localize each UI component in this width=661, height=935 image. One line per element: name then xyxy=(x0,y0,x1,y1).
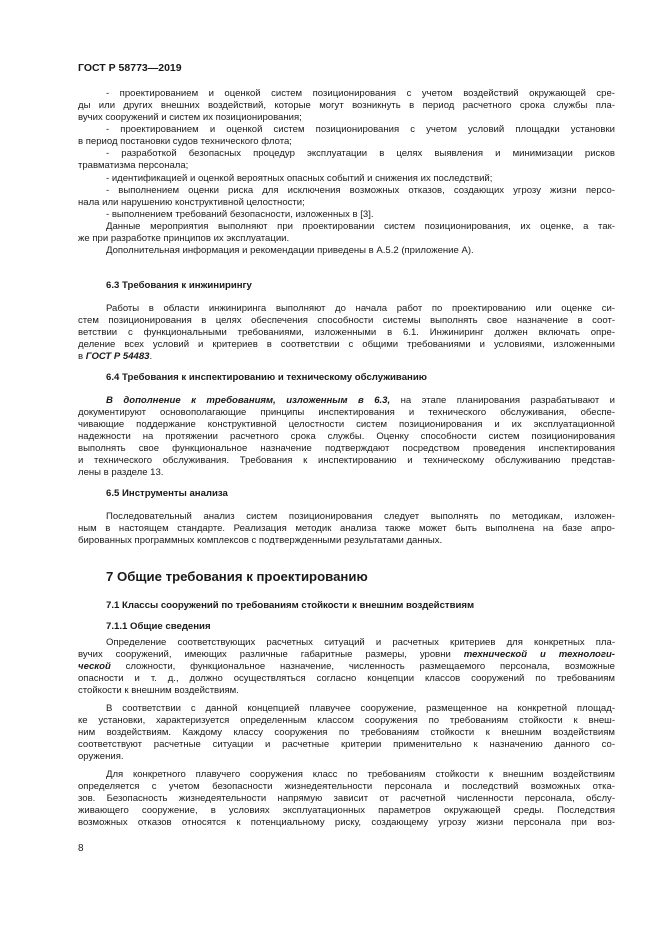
text-line xyxy=(78,781,615,792)
text-line xyxy=(78,443,615,454)
emphasized-text: ческой xyxy=(78,661,111,672)
text-line xyxy=(106,395,615,406)
text-line xyxy=(106,185,615,196)
text-segment: стем позиционирования в целях обеспечения способности системы выполнять свое назначение в соот- xyxy=(78,315,615,326)
emphasized-text: В дополнение к требованиям, изложенным в 6.3, xyxy=(106,395,391,406)
text-line xyxy=(106,221,615,232)
text-line xyxy=(78,100,615,111)
text-line xyxy=(78,351,615,362)
text-line xyxy=(78,673,615,684)
text-line xyxy=(78,233,615,244)
text-segment: Последовательный анализ систем позиционирования следует выполнять по методикам, изложен- xyxy=(106,511,615,522)
text-line xyxy=(78,339,615,350)
subsection-heading: 7.1 Классы сооружений по требованиям стойкости к внешним воздействиям xyxy=(106,600,475,611)
text-line xyxy=(106,173,615,184)
text-segment: оружения. xyxy=(78,751,124,762)
subsection-heading: 6.5 Инструменты анализа xyxy=(106,488,228,499)
text-line xyxy=(78,817,615,828)
text-line xyxy=(78,197,615,208)
text-segment: . xyxy=(149,351,153,362)
text-segment: Определение соответствующих расчетных ситуаций и расчетных критериев для конкретных пла- xyxy=(106,637,615,648)
text-segment: Для конкретного плавучего сооружения класс по требованиям стойкости к внешним воздействиям xyxy=(106,769,615,780)
section-heading: 7 Общие требования к проектированию xyxy=(106,569,368,584)
text-line xyxy=(78,523,615,534)
text-segment: лены в разделе 13. xyxy=(78,467,164,478)
text-line xyxy=(106,511,615,522)
text-segment: В соответствии с данной концепцией плавучее сооружение, размещенное на конкретной площад- xyxy=(106,703,615,714)
text-segment: деление всех условий и критериев в соответствии с общими требованиями и условиями, изложенными xyxy=(78,339,615,350)
text-segment: соответствуют расчетные ситуации и расчетные критерии применительно к назначению данного со- xyxy=(78,739,615,750)
text-segment: выполнять свое функциональное назначение подтверждают посредством проведения инспектирования xyxy=(78,443,615,454)
text-segment: - выполнением требований безопасности, изложенных в [3]. xyxy=(106,209,374,220)
text-segment: ветствии с функциональными требованиями, изложенными в 6.1. Инжиниринг должен включать опре- xyxy=(78,327,615,338)
text-segment: вучих сооружений и систем их позиционирования; xyxy=(78,112,302,123)
text-segment: чивающие поддержание конструктивной целостности систем позиционирования и их эксплуатационной xyxy=(78,419,615,430)
text-segment: - проектированием и оценкой систем позиционирования с учетом условий площадки установки xyxy=(106,124,615,135)
text-line xyxy=(78,455,615,466)
text-line xyxy=(78,715,615,726)
text-segment: ным в настоящем стандарте. Реализация методик анализа также может быть выполнена на базе апро- xyxy=(78,523,615,534)
text-segment: ке установки, характеризуется определенным классом сооружения по требованиям стойкости к внеш- xyxy=(78,715,615,726)
text-line xyxy=(78,407,615,418)
text-segment: же при разработке принципов их эксплуатации. xyxy=(78,233,290,244)
text-line xyxy=(106,124,615,135)
subsection-heading: 6.4 Требования к инспектированию и техническому обслуживанию xyxy=(106,372,427,383)
text-line xyxy=(106,148,615,159)
text-line xyxy=(78,419,615,430)
text-line xyxy=(78,136,615,147)
text-segment: - разработкой безопасных процедур эксплуатации в целях выявления и минимизации рисков xyxy=(106,148,615,159)
emphasized-text: ГОСТ Р 54483 xyxy=(85,351,150,362)
text-segment: и технического обслуживания. Требования к инспектированию и техническому обслуживанию представ- xyxy=(78,455,615,466)
text-line xyxy=(78,315,615,326)
text-line xyxy=(106,209,615,220)
text-line xyxy=(106,769,615,780)
text-segment: вучих сооружений, имеющих различные габаритные размеры, уровни xyxy=(78,649,464,660)
text-segment: на этапе планирования разрабатывают и xyxy=(390,395,616,406)
page-number: 8 xyxy=(78,843,84,854)
text-line xyxy=(78,327,615,338)
text-line xyxy=(78,535,615,546)
text-segment: в xyxy=(78,351,86,362)
text-segment: - выполнением оценки риска для исключения возможных отказов, создающих угрозу жизни персо- xyxy=(106,185,615,196)
subsection-heading: 7.1.1 Общие сведения xyxy=(106,621,211,632)
text-segment: Данные мероприятия выполняют при проектировании систем позиционирования, их оценке, а так- xyxy=(106,221,615,232)
text-segment: бированных программных комплексов с подтвержденными результатами данных. xyxy=(78,535,443,546)
text-line xyxy=(78,685,615,696)
text-segment: нала или нарушению конструктивной целостности; xyxy=(78,197,305,208)
text-segment: Работы в области инжиниринга выполняют до начала работ по проектированию или оценке си- xyxy=(106,303,615,314)
text-line xyxy=(78,112,615,123)
text-segment: Дополнительная информация и рекомендации приведены в А.5.2 (приложение А). xyxy=(106,245,474,256)
text-segment: живающего сооружение, в условиях эксплуатационных параметров окружающей среды. Последствия xyxy=(78,805,615,816)
text-segment: ды или других внешних воздействий, которые могут возникнуть в период расчетного срока службы пла- xyxy=(78,100,615,111)
text-line xyxy=(78,793,615,804)
text-line xyxy=(106,88,615,99)
text-line xyxy=(78,467,615,478)
text-segment: возможных отказов относятся к потенциальному риску, создающему угрозу жизни персонала при воз- xyxy=(78,817,615,828)
text-segment: зов. Безопасность жизнедеятельности напрямую зависит от расчетной численности персонала, обслу- xyxy=(78,793,615,804)
text-segment: стойкости к внешним воздействиям. xyxy=(78,685,239,696)
text-segment: надежности на протяжении расчетного срока службы. Оценку способности систем позиционирования xyxy=(78,431,615,442)
text-line xyxy=(78,160,615,171)
text-segment: в период постановки судов технического флота; xyxy=(78,136,292,147)
text-line xyxy=(78,431,615,442)
text-segment: ним воздействиям. Каждому классу сооружения по требованиям стойкости к внешним воздействиям xyxy=(78,727,615,738)
text-line xyxy=(78,739,615,750)
subsection-heading: 6.3 Требования к инжинирингу xyxy=(106,280,252,291)
text-line xyxy=(78,649,615,660)
emphasized-text: технической и технологи- xyxy=(463,649,615,660)
text-line xyxy=(78,805,615,816)
text-segment: - идентификацией и оценкой вероятных опасных событий и снижения их последствий; xyxy=(106,173,493,184)
text-segment: опасности и т. д., должно осуществляться согласно концепции классов сооружений по требованиям xyxy=(78,673,615,684)
text-line xyxy=(78,661,615,672)
text-segment: определяется с учетом безопасности жизнедеятельности персонала и последствий возможных отка- xyxy=(78,781,615,792)
text-segment: сложности, функциональное назначение, численность размещаемого персонала, возможные xyxy=(110,661,615,672)
text-segment: - проектированием и оценкой систем позиционирования с учетом воздействий окружающей сре- xyxy=(106,88,615,99)
text-line xyxy=(78,727,615,738)
text-line xyxy=(78,751,615,762)
text-segment: документируют основополагающие принципы инспектирования и технического обслуживания, обеспе- xyxy=(78,407,615,418)
text-line xyxy=(106,637,615,648)
document-header: ГОСТ Р 58773—2019 xyxy=(78,62,182,74)
text-line xyxy=(106,303,615,314)
text-line xyxy=(106,703,615,714)
text-segment: травматизма персонала; xyxy=(78,160,189,171)
text-line xyxy=(106,245,615,256)
